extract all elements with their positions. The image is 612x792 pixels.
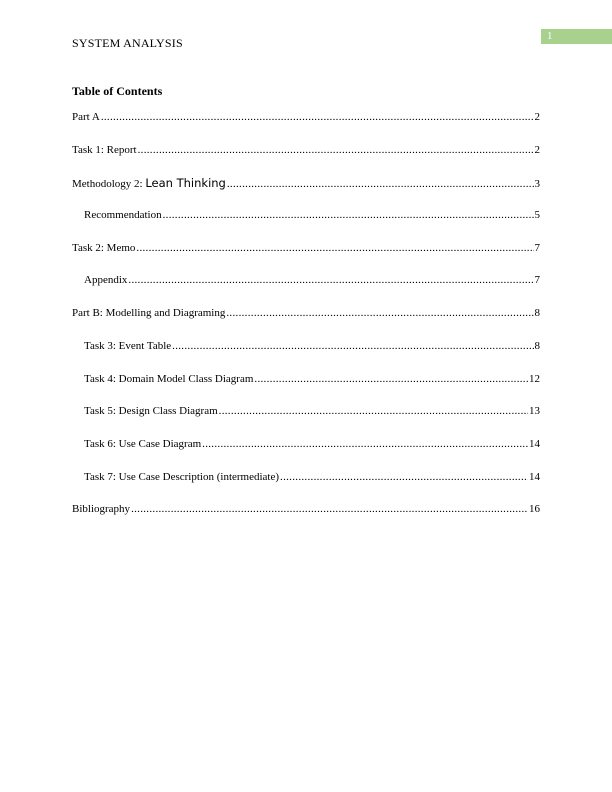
toc-leader-dots [219,405,528,417]
toc-entry-label: Task 6: Use Case Diagram [84,437,202,450]
toc-entry-label: Part B: Modelling and Diagraming [72,307,226,320]
toc-title: Table of Contents [72,84,163,98]
toc-entry[interactable] [72,242,540,275]
toc-leader-dots [131,503,528,515]
toc-entry[interactable] [72,405,540,438]
toc-entry[interactable] [72,144,540,177]
toc-leader-dots [136,242,533,254]
toc-leader-dots [128,274,533,286]
table-of-contents [72,111,540,536]
page-number-badge: 1 [541,29,612,44]
toc-entry-page: 7 [534,241,540,254]
toc-leader-dots [138,144,534,156]
toc-entry-page: 8 [534,339,540,352]
toc-entry-page: 2 [534,111,540,123]
toc-entry-label: Part A [72,111,100,123]
toc-leader-dots [163,209,534,221]
toc-entry[interactable] [72,373,540,406]
toc-leader-dots [280,471,528,483]
toc-entry[interactable] [72,209,540,242]
toc-leader-dots [226,307,533,319]
toc-entry-label: Appendix [84,274,128,287]
toc-entry-page: 14 [529,470,540,483]
toc-entry[interactable] [72,274,540,307]
toc-entry-label: Task 7: Use Case Description (intermediate) [84,470,280,483]
toc-entry-page: 13 [529,405,540,418]
running-header: SYSTEM ANALYSIS [72,36,183,50]
toc-leader-dots [172,340,533,352]
toc-entry-label: Bibliography [72,503,131,516]
toc-entry-page: 5 [534,209,540,222]
toc-entry[interactable] [72,111,540,144]
toc-entry-page: 7 [534,274,540,287]
toc-leader-dots [227,178,534,190]
toc-entry-page: 16 [529,503,540,516]
toc-entry[interactable] [72,307,540,340]
toc-entry-page: 12 [529,372,540,385]
toc-entry[interactable] [72,340,540,373]
toc-entry-label: Task 5: Design Class Diagram [84,405,218,418]
toc-leader-dots [254,373,528,385]
toc-leader-dots [101,111,534,123]
toc-entry-page: 3 [534,178,540,191]
toc-entry[interactable] [72,503,540,536]
toc-leader-dots [202,438,528,450]
toc-entry[interactable] [72,438,540,471]
toc-entry[interactable] [72,471,540,504]
toc-entry-page: 2 [534,143,540,156]
toc-entry-label: Task 3: Event Table [84,339,172,352]
toc-entry-label: Recommendation [84,209,162,222]
toc-entry-label: Methodology 2: Lean Thinking [72,176,226,191]
toc-entry-page: 14 [529,437,540,450]
toc-entry-label: Task 2: Memo [72,241,136,254]
toc-entry-label: Task 1: Report [72,143,137,156]
toc-entry[interactable] [72,176,540,209]
toc-entry-label: Task 4: Domain Model Class Diagram [84,372,254,385]
toc-entry-page: 8 [534,307,540,320]
